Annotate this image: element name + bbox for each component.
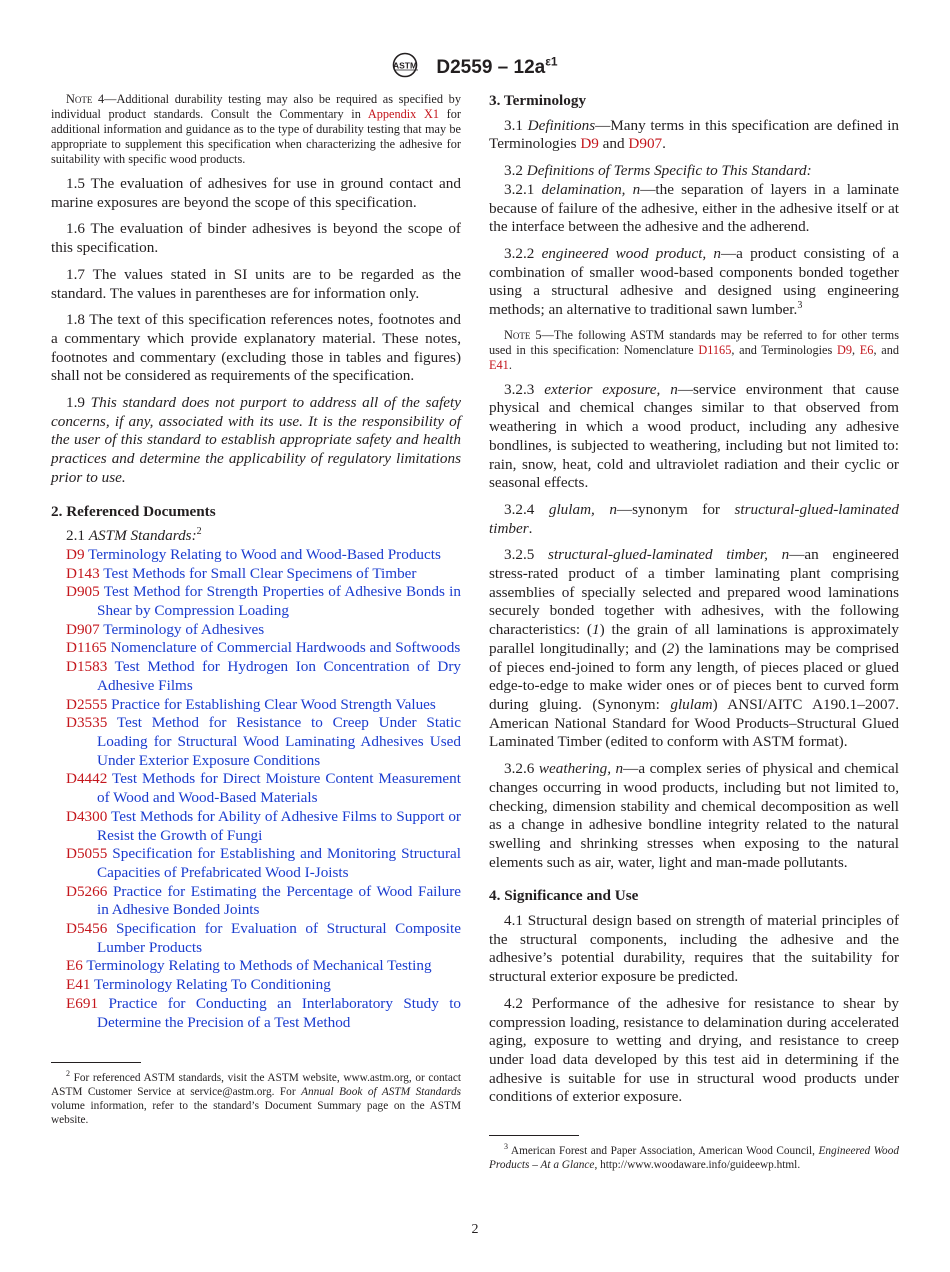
reference-item — [66, 845, 461, 882]
reference-code[interactable]: E691 — [66, 994, 99, 1012]
reference-item — [66, 583, 461, 620]
section-4-title: 4. Significance and Use — [489, 887, 639, 905]
reference-title[interactable]: Specification for Establishing and Monitoring Structural Capacities of Prefabricated Wood I-Joists — [97, 845, 461, 881]
reference-title[interactable]: Terminology Relating to Methods of Mechanical Testing — [86, 957, 432, 975]
designation: $D2559 - 12a^{\varepsilon 1}$ — [436, 54, 558, 78]
svg-text:ASTM: ASTM — [393, 60, 418, 71]
para-1-5: 1.5 The evaluation of adhesives for use in ground contact and marine exposures are beyond the scope of this specification. — [51, 175, 461, 211]
ref-link-d907[interactable]: D907 — [628, 135, 663, 153]
para-3-2-3: 3.2.3 exterior exposure, n—service environment that cause physical and chemical changes similar to that observed from weathering in which a wood product, including any adhesive bondlines, is subjected to weathering, including but not limited to: rain, snow, heat, cold and ultraviolet radiation and their cyclic or seasonal effects. — [489, 380, 899, 492]
page-number: 2 — [471, 1222, 479, 1237]
para-4-1: 4.1 Structural design based on strength of material principles of the structural components, including the adhesive and the adhesive’s potential durability, requires that the suitability for structural exterior exposure be predicted. — [489, 912, 899, 986]
reference-code[interactable]: D4442 — [66, 770, 108, 788]
reference-title[interactable]: Test Method for Strength Properties of Adhesive Bonds in Shear by Compression Loading — [97, 583, 461, 620]
reference-item — [66, 808, 461, 845]
reference-title[interactable]: Test Method for Resistance to Creep Under Static Loading for Structural Wood Laminating Adhesives Used Under Exterior Exposure Conditions — [97, 714, 461, 769]
left-column — [51, 92, 461, 1127]
reference-item — [66, 565, 461, 584]
para-2-1: 2.1 ASTM Standards:$^2$ — [66, 526, 202, 545]
reference-item — [66, 920, 461, 957]
reference-title[interactable]: Specification for Evaluation of Structural Composite Lumber Products — [97, 920, 461, 956]
para-1-8: 1.8 The text of this specification references notes, footnotes and a commentary which provide explanatory material. These notes, footnotes and commentary (excluding those in tables and figures) shall not be considered as requirements of the specification. — [51, 311, 461, 385]
section-2-title: 2. Referenced Documents — [51, 502, 216, 520]
reference-title[interactable]: Terminology Relating to Wood and Wood-Based Products — [88, 545, 441, 563]
para-3-2-4: 3.2.4 glulam, n—synonym for structural-glued-laminated timber. — [489, 500, 899, 537]
ref-link-e41[interactable]: E41 — [489, 357, 509, 372]
para-3-2: 3.2 Definitions of Terms Specific to This Standard: — [504, 162, 812, 180]
section-3-title: 3. Terminology — [489, 92, 587, 109]
reference-title[interactable]: Nomenclature of Commercial Hardwoods and Softwoods — [110, 639, 461, 657]
appendix-link[interactable]: Appendix X1 — [367, 107, 439, 121]
referenced-documents-list — [51, 546, 461, 1032]
reference-code[interactable]: D1165 — [66, 639, 107, 657]
reference-item — [66, 714, 461, 770]
reference-code[interactable]: D143 — [66, 564, 100, 582]
reference-code[interactable]: D2555 — [66, 695, 108, 713]
reference-code[interactable]: D5456 — [66, 920, 108, 938]
reference-item — [66, 976, 461, 995]
reference-code[interactable]: E6 — [66, 957, 83, 975]
epsilon-superscript: ε1 — [545, 54, 558, 69]
reference-item — [66, 696, 461, 715]
reference-title[interactable]: Test Methods for Ability of Adhesive Films to Support or Resist the Growth of Fungi — [97, 807, 461, 844]
reference-title[interactable]: Test Methods for Small Clear Specimens of Timber — [103, 564, 417, 582]
ref-link-d9[interactable]: D9 — [836, 342, 852, 357]
reference-title[interactable]: Test Method for Hydrogen Ion Concentration of Dry Adhesive Films — [97, 658, 461, 694]
reference-title[interactable]: Terminology Relating To Conditioning — [94, 976, 331, 994]
footnote-3: $^3$ American Forest and Paper Association, American Wood Council, Engineered Wood Products – At a Glance, http://www.woodaware.info/guideewp.html. — [489, 1142, 899, 1172]
note-5: Note 5—The following ASTM standards may be referred to for other terms used in this specification: Nomenclature D1165, and Terminologies D9, E6, and E41. — [489, 327, 900, 372]
reference-item — [66, 658, 461, 695]
right-column — [489, 92, 899, 1172]
para-3-2-2: 3.2.2 engineered wood product, n—a product consisting of a combination of smaller wood-based components bonded together using a structural adhesive and designed using engineering methods; an alternative to traditional sawn lumber.$^3$ — [489, 244, 900, 319]
reference-title[interactable]: Practice for Conducting an Interlaboratory Study to Determine the Precision of a Test Method — [97, 994, 462, 1031]
reference-title[interactable]: Practice for Estimating the Percentage of Wood Failure in Adhesive Bonded Joints — [97, 882, 462, 919]
reference-item — [66, 546, 461, 565]
ref-link-d1165[interactable]: D1165 — [698, 342, 732, 357]
note-4: Note 4—Additional durability testing may also be required as specified by individual product standards. Consult the Commentary in Appendix X1 for additional information and guidance as to the type of durability testing that may be appropriate to supplement this specification when characterizing the adhesive for suitability with specific wood products. — [51, 92, 461, 166]
para-3-2-1: 3.2.1 delamination, n—the separation of layers in a laminate because of failure of the adhesive, either in the adhesive itself or at the interface between the adhesive and the adherend. — [489, 180, 899, 236]
para-4-2: 4.2 Performance of the adhesive for resistance to shear by compression loading, resistance to delamination during accelerated aging, exposure to wetting and drying, and resistance to creep under load data developed by this test aid in determining if the adhesive is suitable for use in structural wood products under conditions of exterior exposure. — [489, 994, 899, 1106]
ref-link-d9[interactable]: D9 — [580, 135, 599, 153]
reference-title[interactable]: Practice for Establishing Clear Wood Strength Values — [111, 695, 436, 713]
reference-code[interactable]: D9 — [66, 545, 85, 563]
astm-logo-icon — [392, 52, 426, 83]
reference-item — [66, 995, 461, 1032]
reference-code[interactable]: D5266 — [66, 882, 108, 900]
reference-code[interactable]: E41 — [66, 976, 91, 994]
para-3-2-5: 3.2.5 structural-glued-laminated timber, n—an engineered stress-rated product of a timber laminating plant comprising assemblies of specially selected and prepared wood laminations securely bonded together with adhesives, with the following characteristics: (1) the grain of all laminations is approximately parallel longitudinally; and (2) the laminations may be comprised of pieces end-joined to form any length, of pieces placed or glued edge-to-edge to make wider ones or of pieces bent to curved form during gluing. (Synonym: glulam) ANSI/AITC A190.1–2007. American National Standard for Wood Products–Structural Glued Laminated Timber (edited to conform with ASTM format). — [489, 546, 900, 751]
reference-item — [66, 621, 461, 640]
ref-link-e6[interactable]: E6 — [859, 342, 874, 357]
reference-title[interactable]: Terminology of Adhesives — [103, 620, 265, 638]
footnote-divider — [51, 1062, 141, 1063]
reference-code[interactable]: D1583 — [66, 658, 108, 676]
reference-code[interactable]: D907 — [66, 620, 100, 638]
reference-title[interactable]: Test Methods for Direct Moisture Content Measurement of Wood and Wood-Based Materials — [97, 770, 461, 807]
para-1-6: 1.6 The evaluation of binder adhesives is beyond the scope of this specification. — [51, 220, 461, 257]
reference-code[interactable]: D3535 — [66, 714, 108, 732]
para-1-9: 1.9 This standard does not purport to address all of the safety concerns, if any, associated with its use. It is the responsibility of the user of this standard to establish appropriate safety and health practices and determine the applicability of regulatory limitations prior to use. — [51, 394, 462, 486]
reference-code[interactable]: D5055 — [66, 845, 108, 863]
footnote-divider — [489, 1135, 579, 1136]
para-3-2-6: 3.2.6 weathering, n—a complex series of physical and chemical changes occurring in wood products, including but not limited to, checking, dimension stability and chemical decomposition as well as a change in adhesive bondline integrity related to the natural swelling and shrinking stresses when exposing to the natural elements such as air, water, light and man-made pollutants. — [489, 760, 900, 871]
para-3-1: 3.1 Definitions—Many terms in this specification are defined in Terminologies D9 and D907. — [489, 116, 900, 153]
reference-code[interactable]: D905 — [66, 583, 100, 601]
reference-code[interactable]: D4300 — [66, 807, 108, 825]
page-header — [0, 52, 950, 83]
para-1-7: 1.7 The values stated in SI units are to be regarded as the standard. The values in parentheses are for information only. — [51, 265, 461, 302]
footnote-2: $^2$ For referenced ASTM standards, visit the ASTM website, www.astm.org, or contact ASTM Customer Service at service@astm.org. For Annual Book of ASTM Standards volume information, refer to the standard’s Document Summary page on the ASTM website. — [51, 1069, 461, 1127]
reference-item — [66, 770, 461, 807]
reference-item — [66, 883, 461, 920]
reference-item — [66, 957, 461, 976]
reference-item — [66, 639, 461, 658]
